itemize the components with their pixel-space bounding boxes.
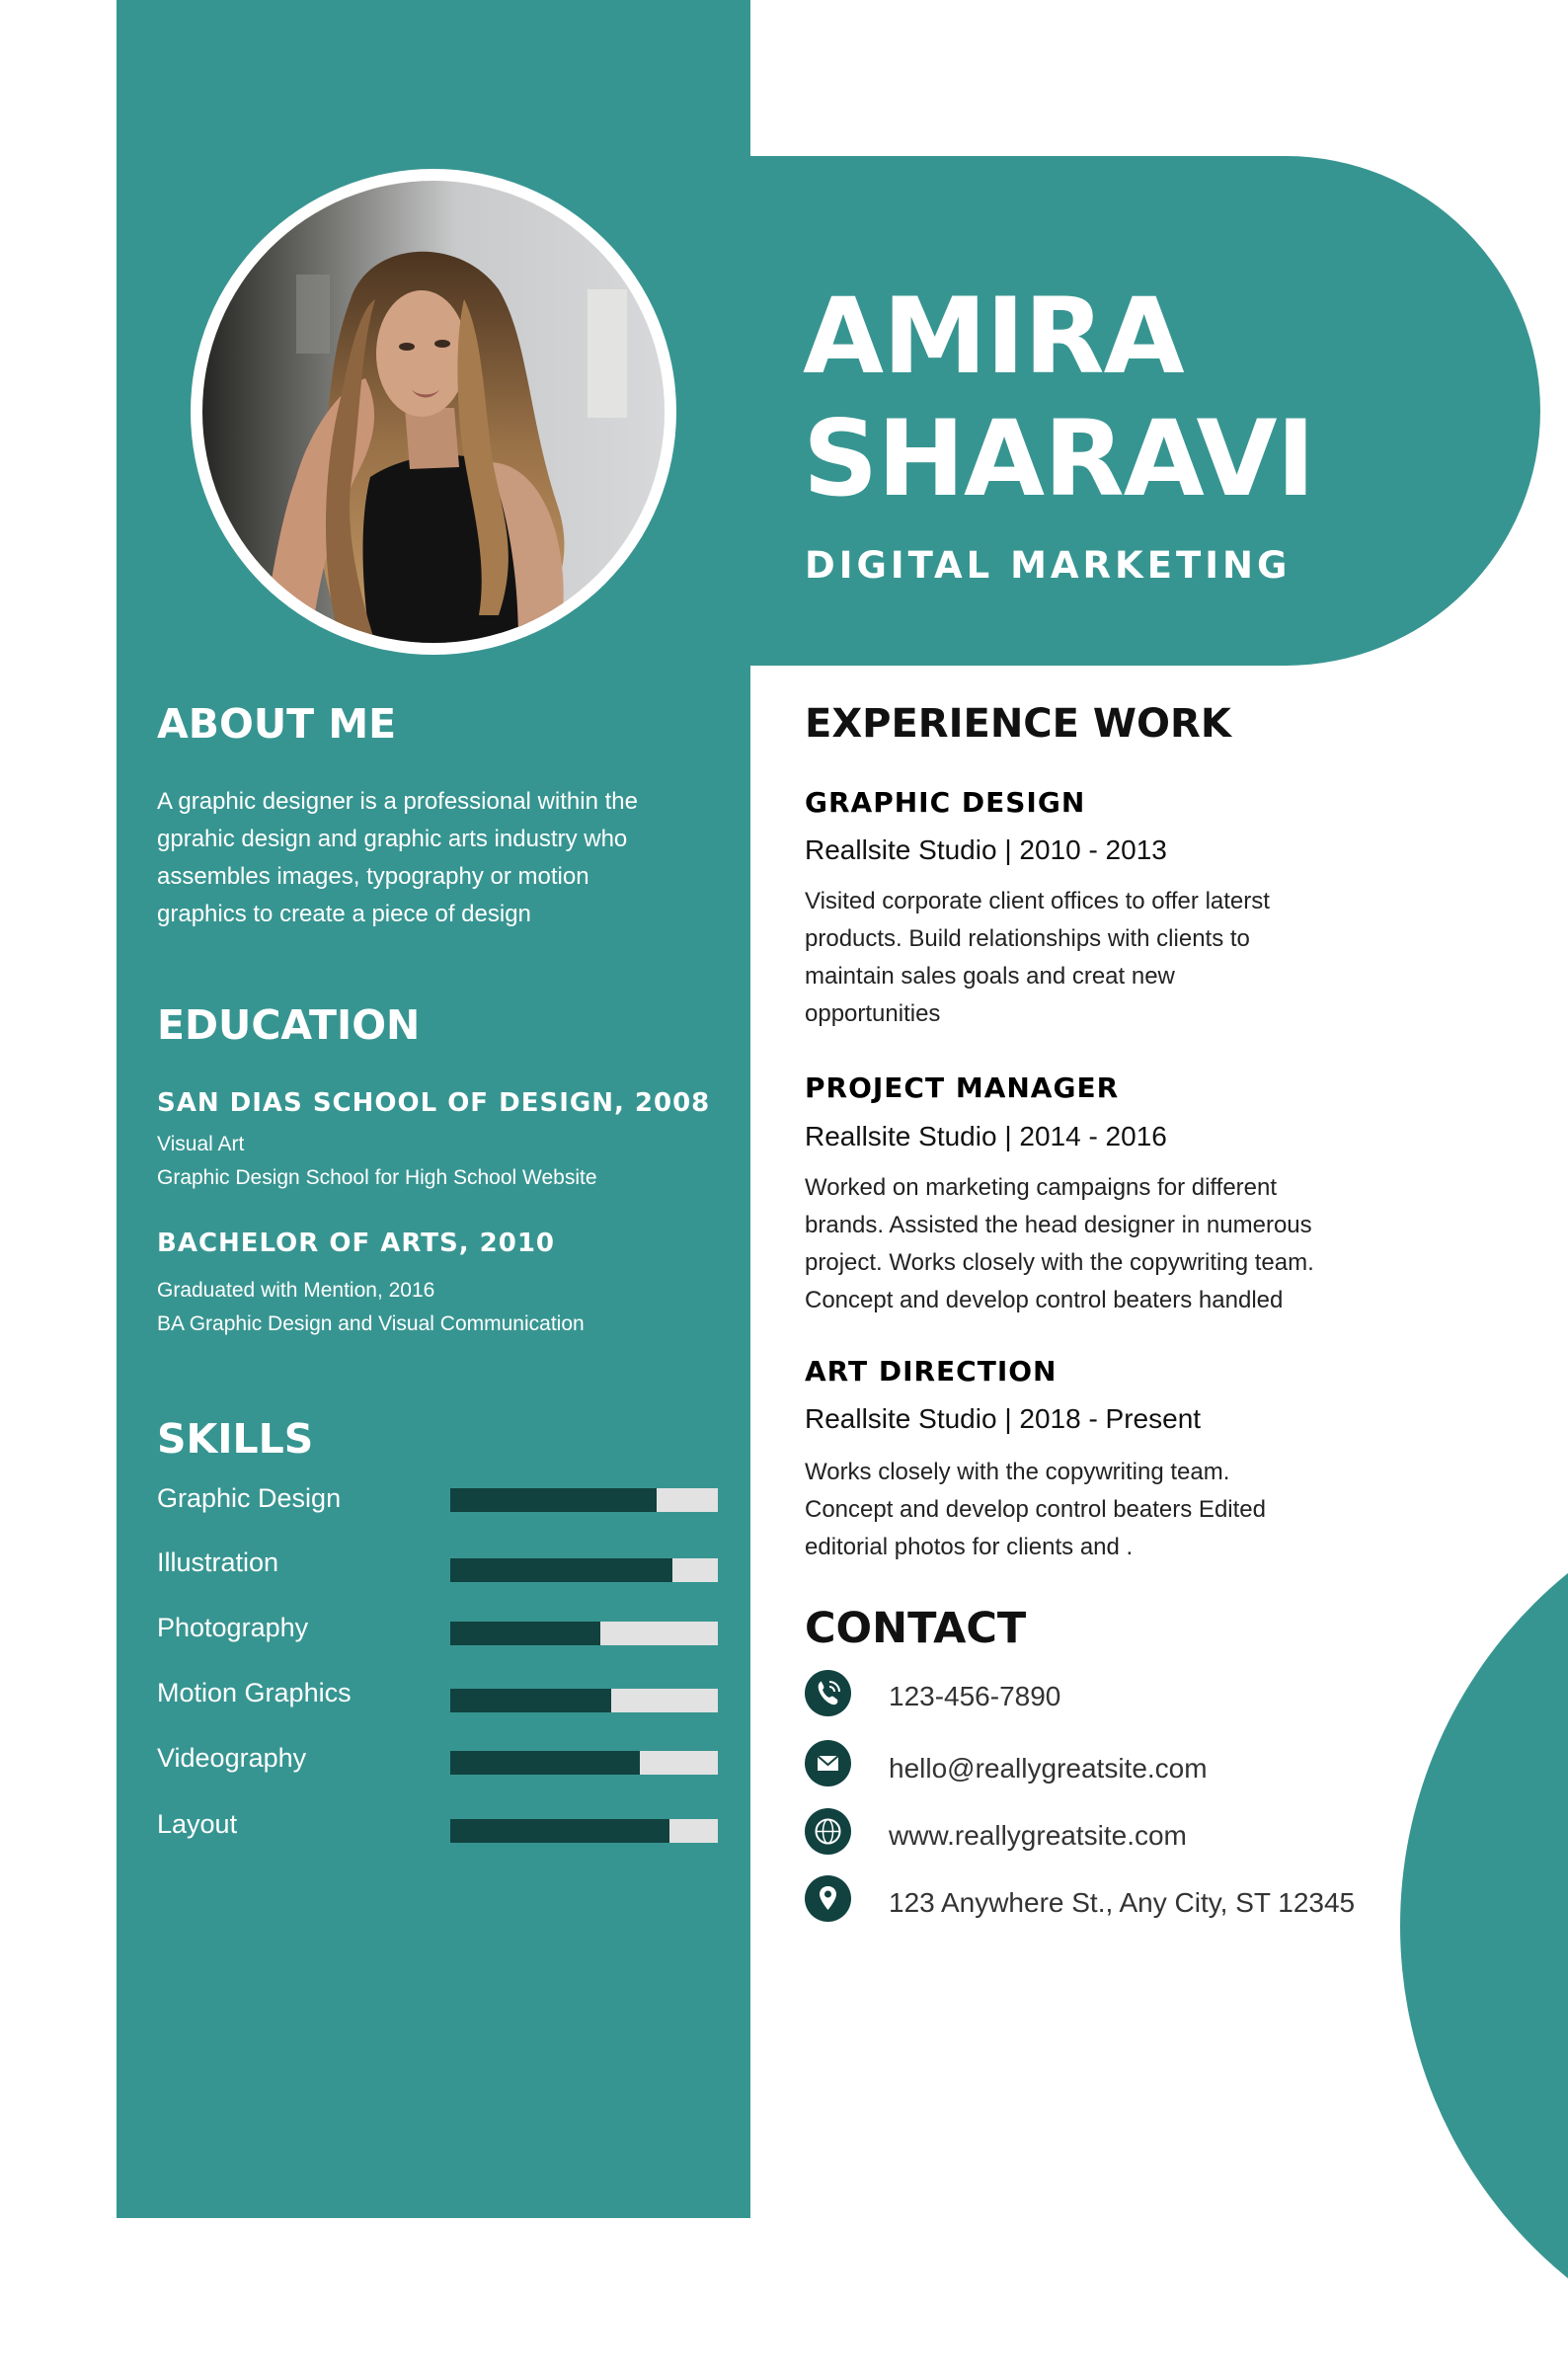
education-entry-line: BA Graphic Design and Visual Communication [157,1312,585,1335]
job-description-line: maintain sales goals and creat new [805,963,1175,990]
contact-heading: CONTACT [805,1604,1027,1653]
first-name: AMIRA [803,276,1184,397]
job-description [805,1454,1417,1566]
decorative-circle [1400,1471,1568,2380]
job-description-line: editorial photos for clients and . [805,1534,1134,1560]
skill-bar-fill [450,1751,640,1775]
skill-bar-fill [450,1488,657,1512]
job-role: ART DIRECTION [805,1355,1058,1388]
job-description-line: products. Build relationships with clients to [805,925,1250,952]
job-description [805,883,1417,1033]
skill-bar-fill [450,1689,611,1712]
about-heading: ABOUT ME [157,700,397,748]
job-description-line: brands. Assisted the head designer in numerous [805,1212,1312,1238]
education-entry-line: Graphic Design School for High School Website [157,1166,597,1189]
job-role: GRAPHIC DESIGN [805,786,1086,819]
education-entry-title: SAN DIAS SCHOOL OF DESIGN, 2008 [157,1088,711,1118]
skill-bar [450,1819,718,1843]
job-title: DIGITAL MARKETING [805,544,1292,587]
skill-bar [450,1751,718,1775]
job-role: PROJECT MANAGER [805,1071,1120,1104]
job-company: Reallsite Studio | 2014 - 2016 [805,1121,1167,1151]
skill-bar [450,1689,718,1712]
job-description-line: Concept and develop control beaters handled [805,1287,1284,1313]
portrait-photo [202,181,665,643]
skill-label: Photography [157,1613,309,1642]
phone-icon [805,1670,851,1716]
job-company: Reallsite Studio | 2010 - 2013 [805,834,1167,865]
job-description-line: opportunities [805,1000,941,1027]
contact-email[interactable]: hello@reallygreatsite.com [889,1753,1208,1784]
experience-heading: EXPERIENCE WORK [805,701,1231,747]
about-line: A graphic designer is a professional within the [157,788,638,815]
education-entry-title: BACHELOR OF ARTS, 2010 [157,1229,555,1258]
skill-label: Graphic Design [157,1483,342,1513]
job-description [805,1169,1417,1319]
location-pin-icon [805,1875,851,1922]
skill-bar-fill [450,1819,669,1843]
job-description-line: Concept and develop control beaters Edited [805,1496,1266,1523]
email-icon [805,1740,851,1786]
education-heading: EDUCATION [157,1001,421,1049]
skill-bar-fill [450,1558,672,1582]
job-description-line: Works closely with the copywriting team. [805,1459,1230,1485]
contact-website[interactable]: www.reallygreatsite.com [889,1820,1187,1851]
skill-bar [450,1488,718,1512]
contact-address: 123 Anywhere St., Any City, ST 12345 [889,1887,1356,1918]
profile-photo-frame [191,169,676,655]
skill-bar [450,1622,718,1645]
skill-label: Layout [157,1809,238,1839]
about-text [157,783,730,933]
skill-label: Videography [157,1743,307,1773]
skill-bar-fill [450,1622,600,1645]
job-description-line: project. Works closely with the copywriting team. [805,1249,1314,1276]
job-description-line: Visited corporate client offices to offer laterst [805,888,1270,914]
globe-icon [805,1808,851,1855]
skill-label: Motion Graphics [157,1678,352,1707]
profile-photo [202,181,665,643]
about-line: graphics to create a piece of design [157,901,531,927]
skills-heading: SKILLS [157,1415,314,1463]
education-entry-line: Visual Art [157,1133,245,1155]
job-company: Reallsite Studio | 2018 - Present [805,1403,1202,1434]
job-description-line: Worked on marketing campaigns for different [805,1174,1278,1201]
about-line: assembles images, typography or motion [157,863,589,890]
skill-bar [450,1558,718,1582]
last-name: SHARAVI [803,398,1315,519]
about-line: gprahic design and graphic arts industry who [157,826,628,852]
contact-phone[interactable]: 123-456-7890 [889,1681,1061,1711]
education-entry-line: Graduated with Mention, 2016 [157,1279,435,1302]
skill-label: Illustration [157,1547,279,1577]
